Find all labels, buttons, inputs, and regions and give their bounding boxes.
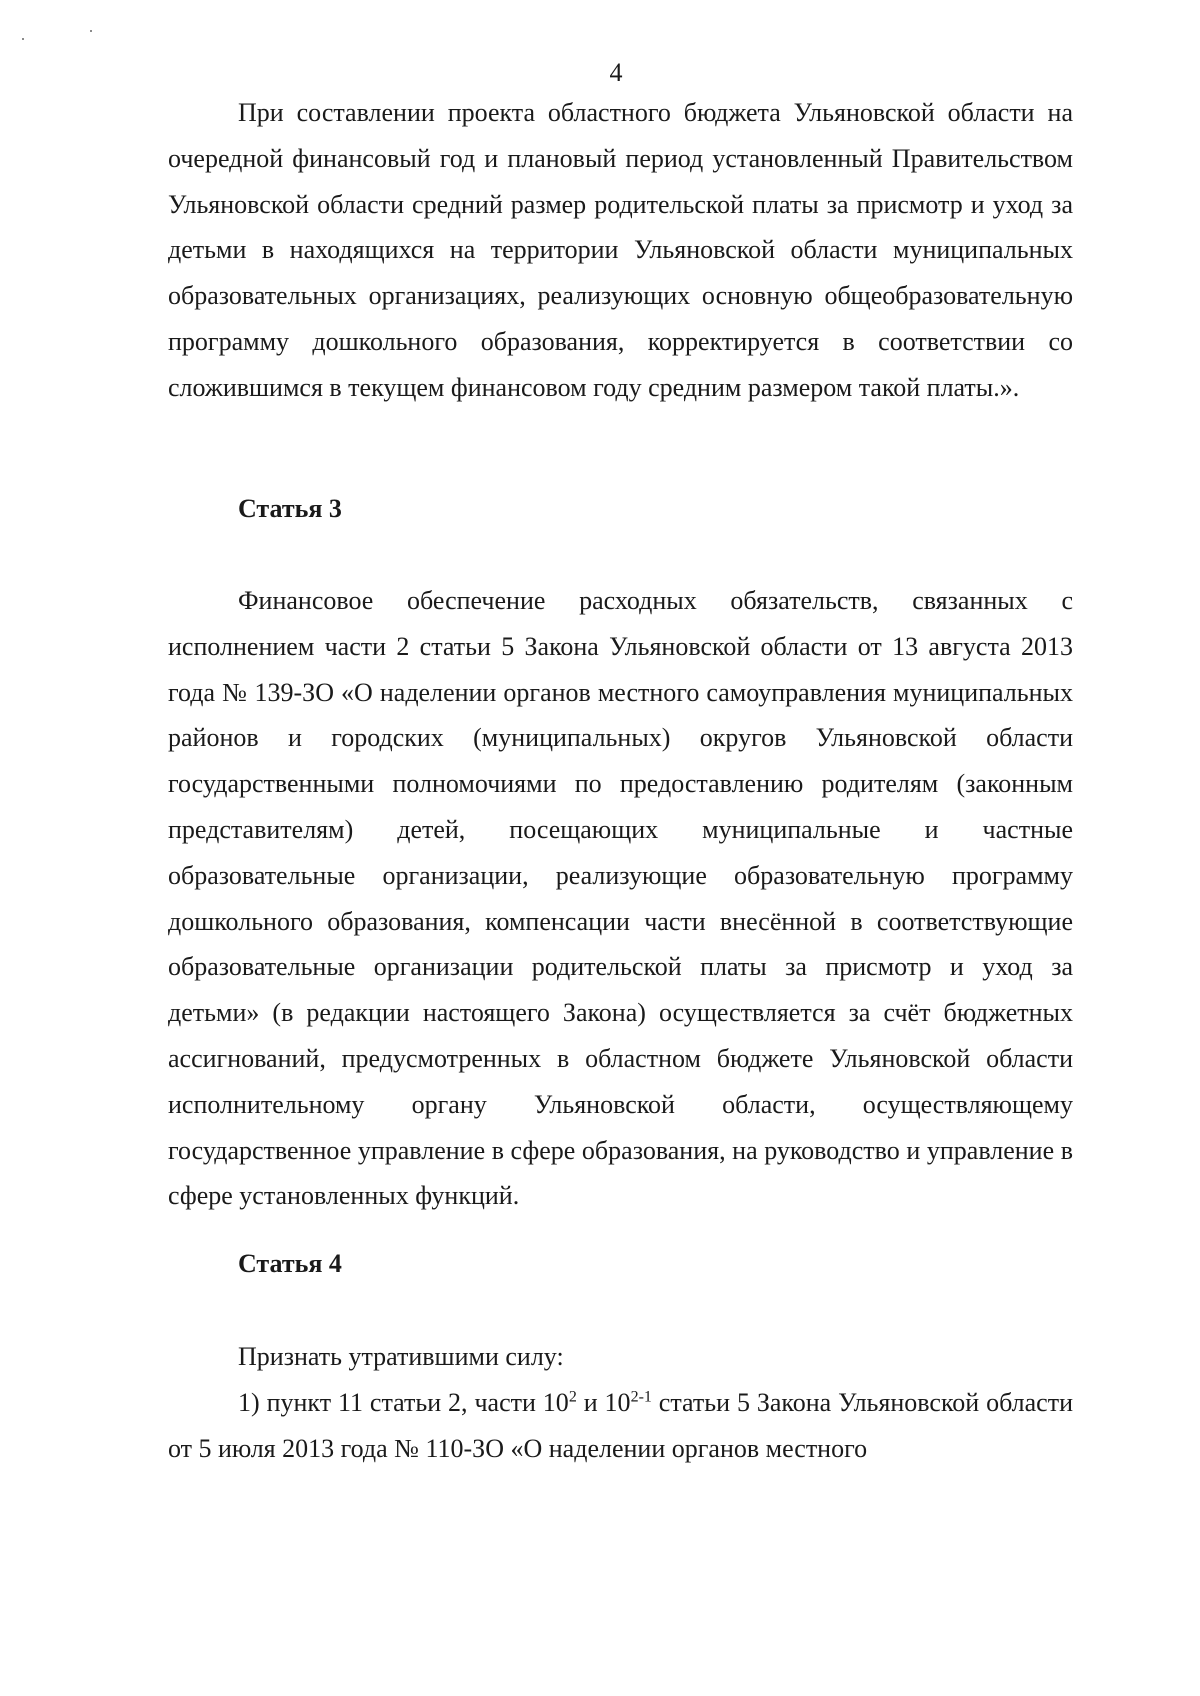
scan-speck [90, 30, 92, 32]
article-4-section [168, 1334, 1073, 1471]
article-3-section [168, 578, 1073, 1219]
article-4-lead: Признать утратившими силу: [238, 1342, 564, 1371]
item-1-start: 1) пункт 11 статьи 2, части 10 [238, 1387, 569, 1417]
intro-section [168, 90, 1073, 411]
article-4-heading: Статья 4 [238, 1249, 342, 1278]
article-4-item-1 [168, 1380, 1073, 1472]
article-3-paragraph: Финансовое обеспечение расходных обязательств, связанных с исполнением части 2 статьи 5 Закона Ульяновской области от 13 августа 2013 года № 139-ЗО «О наделении органов местного самоуправления муниципальных районов и городских (муниципальных) округов Ульяновской области государственными полномочиями по предоставлению родителям (законным представителям) детей, посещающих муниципальные и частные образовательные организации, реализующие образовательную программу дошкольного образования, компенсации части внесённой в соответствующие образовательные организации родительской платы за присмотр и уход за детьми» (в редакции настоящего Закона) осуществляется за счёт бюджетных ассигнований, предусмотренных в областном бюджете Ульяновской области исполнительному органу Ульяновской области, осуществляющему государственное управление в сфере образования, на руководство и управление в сфере установленных функций. [168, 586, 1073, 1211]
page-number: 4 [609, 58, 623, 87]
item-1-superscript-2: 2-1 [630, 1388, 652, 1406]
scan-speck [22, 38, 24, 40]
item-1-superscript-1: 2 [568, 1388, 577, 1406]
item-1-and: и 10 [576, 1387, 631, 1417]
article-3-heading: Статья 3 [238, 494, 342, 523]
intro-paragraph: При составлении проекта областного бюджета Ульяновской области на очередной финансовый год и плановый период установленный Правительством Ульяновской области средний размер родительской платы за присмотр и уход за детьми в находящихся на территории Ульяновской области муниципальных образовательных организациях, реализующих основную общеобразовательную программу дошкольного образования, корректируется в соответствии со сложившимся в текущем финансовом году средним размером такой платы.». [168, 98, 1073, 402]
item-1-rest: статьи 5 Закона Ульяновской области от 5 июля 2013 года № 110-ЗО «О наделении органов местного [168, 1387, 1073, 1463]
